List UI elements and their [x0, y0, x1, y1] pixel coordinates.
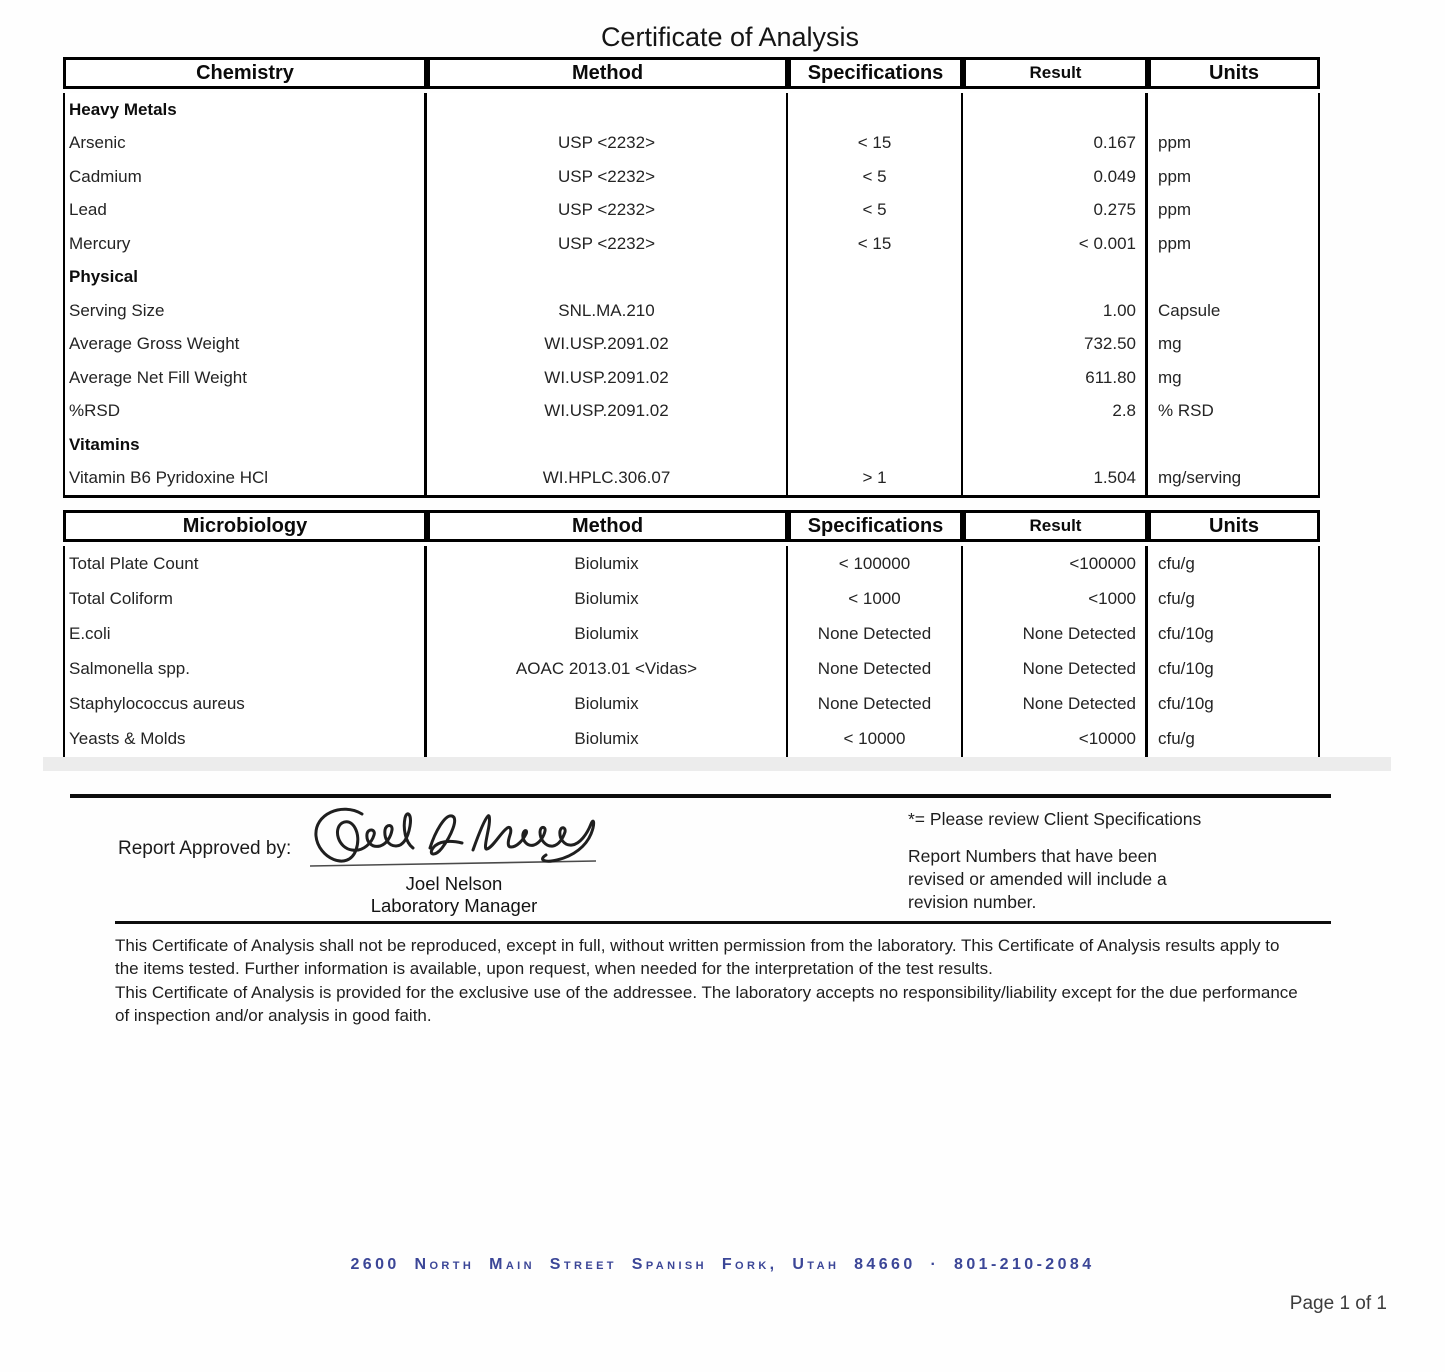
chemistry-header-row: [63, 57, 1320, 89]
empty-cell: [788, 93, 963, 127]
table-row-rsd: [65, 395, 1318, 429]
header-method: Method: [427, 510, 788, 542]
section-row-vitamins: [65, 428, 1318, 462]
cell-result: 0.275: [963, 194, 1148, 228]
empty-cell: [963, 261, 1148, 295]
cell-method: Biolumix: [427, 722, 788, 757]
table-row-staphylococcus-aureus: [65, 687, 1318, 722]
disclaimer-paragraph-2: This Certificate of Analysis is provided for the exclusive use of the addressee. The laboratory accepts no responsibility/liability except for the due performance of inspection and/or analysis in good faith.: [115, 982, 1298, 1026]
horizontal-rule-bottom: [115, 921, 1331, 924]
cell-units: cfu/g: [1158, 553, 1195, 573]
page-title: Certificate of Analysis: [600, 22, 860, 52]
cell-spec: None Detected: [788, 687, 963, 722]
cell-result: 732.50: [963, 328, 1148, 362]
cell-method: SNL.MA.210: [427, 294, 788, 328]
header-result: Result: [963, 57, 1148, 89]
cell-method: WI.HPLC.306.07: [427, 462, 788, 496]
cell-method: Biolumix: [427, 546, 788, 581]
cell-method: USP <2232>: [427, 227, 788, 261]
cell-units: ppm: [1158, 166, 1192, 186]
cell-name: %RSD: [65, 395, 427, 429]
empty-cell: [427, 261, 788, 295]
chemistry-table: [63, 57, 1320, 498]
signer-block: [318, 873, 590, 917]
cell-units: cfu/10g: [1158, 623, 1214, 643]
header-units: Units: [1148, 57, 1320, 89]
cell-method: Biolumix: [427, 687, 788, 722]
table-row-arsenic: [65, 127, 1318, 161]
divider-band: [43, 757, 1391, 771]
cell-name: Total Plate Count: [65, 546, 427, 581]
cell-name: Serving Size: [65, 294, 427, 328]
cell-method: USP <2232>: [427, 127, 788, 161]
table-row-cadmium: [65, 160, 1318, 194]
cell-units: mg: [1158, 367, 1182, 387]
cell-spec: [788, 294, 963, 328]
table-row-e-coli: [65, 616, 1318, 651]
table-row-yeasts-molds: [65, 722, 1318, 757]
cell-name: Total Coliform: [65, 581, 427, 616]
cell-name: Mercury: [65, 227, 427, 261]
cell-spec: < 1000: [788, 581, 963, 616]
empty-cell: [427, 428, 788, 462]
cell-result: 0.049: [963, 160, 1148, 194]
cell-spec: < 15: [788, 127, 963, 161]
cell-method: Biolumix: [427, 581, 788, 616]
microbiology-body: [63, 546, 1320, 760]
cell-spec: > 1: [788, 462, 963, 496]
cell-method: WI.USP.2091.02: [427, 361, 788, 395]
chemistry-body: [63, 93, 1320, 498]
cell-method: Biolumix: [427, 616, 788, 651]
cell-method: WI.USP.2091.02: [427, 395, 788, 429]
client-spec-note: *= Please review Client Specifications: [908, 809, 1202, 829]
cell-spec: None Detected: [788, 616, 963, 651]
cell-name: Lead: [65, 194, 427, 228]
cell-name: Average Net Fill Weight: [65, 361, 427, 395]
cell-units: cfu/10g: [1158, 659, 1214, 679]
report-approved-label: Report Approved by:: [118, 838, 292, 859]
cell-name: Cadmium: [65, 160, 427, 194]
cell-result: 2.8: [963, 395, 1148, 429]
cell-units: mg: [1158, 334, 1182, 354]
header-specifications: Specifications: [788, 510, 963, 542]
cell-name: Vitamin B6 Pyridoxine HCl: [65, 462, 427, 496]
signer-title: Laboratory Manager: [370, 895, 538, 916]
cell-method: USP <2232>: [427, 194, 788, 228]
cell-result: <10000: [963, 722, 1148, 757]
cell-name: Yeasts & Molds: [65, 722, 427, 757]
table-row-salmonella-spp: [65, 652, 1318, 687]
cell-method: USP <2232>: [427, 160, 788, 194]
cell-spec: < 100000: [788, 546, 963, 581]
cell-result: 1.504: [963, 462, 1148, 496]
cell-units: cfu/g: [1158, 729, 1195, 749]
table-row-lead: [65, 194, 1318, 228]
cell-spec: < 5: [788, 160, 963, 194]
cell-units: % RSD: [1158, 401, 1214, 421]
cell-method: WI.USP.2091.02: [427, 328, 788, 362]
horizontal-rule-top: [70, 794, 1331, 798]
header-units: Units: [1148, 510, 1320, 542]
cell-spec: None Detected: [788, 652, 963, 687]
empty-cell: [963, 93, 1148, 127]
section-label: Heavy Metals: [65, 93, 427, 127]
empty-cell: [963, 428, 1148, 462]
header-microbiology: Microbiology: [63, 510, 427, 542]
cell-result: < 0.001: [963, 227, 1148, 261]
cell-result: 611.80: [963, 361, 1148, 395]
cell-result: <100000: [963, 546, 1148, 581]
cell-units: ppm: [1158, 200, 1192, 220]
disclaimer-paragraph-1: This Certificate of Analysis shall not be reproduced, except in full, without written permission from the laboratory. This Certificate of Analysis results apply to the items tested. Further information is available, upon request, when needed for the interpretation of the test results.: [115, 936, 1280, 979]
empty-cell: [788, 428, 963, 462]
cell-name: Salmonella spp.: [65, 652, 427, 687]
lab-address: 2600 North Main Street Spanish Fork, Utah 84660 · 801-210-2084: [350, 1256, 1095, 1273]
cell-spec: [788, 328, 963, 362]
empty-cell: [1148, 261, 1318, 295]
microbiology-header-row: [63, 510, 1320, 542]
cell-units: cfu/g: [1158, 588, 1195, 608]
section-row-heavy-metals: [65, 93, 1318, 127]
cell-name: Average Gross Weight: [65, 328, 427, 362]
header-specifications: Specifications: [788, 57, 963, 89]
header-chemistry: Chemistry: [63, 57, 427, 89]
cell-spec: < 10000: [788, 722, 963, 757]
cell-name: Arsenic: [65, 127, 427, 161]
cell-result: 0.167: [963, 127, 1148, 161]
cell-spec: [788, 395, 963, 429]
table-row-mercury: [65, 227, 1318, 261]
revision-note: Report Numbers that have been revised or amended will include a revision number.: [908, 846, 1167, 912]
table-row-vitamin-b6-pyridoxine-hcl: [65, 462, 1318, 496]
table-row-average-gross-weight: [65, 328, 1318, 362]
cell-units: ppm: [1158, 233, 1192, 253]
cell-units: ppm: [1158, 133, 1192, 153]
table-row-total-coliform: [65, 581, 1318, 616]
signer-name: Joel Nelson: [405, 873, 503, 894]
section-label: Physical: [65, 261, 427, 295]
cell-units: cfu/10g: [1158, 694, 1214, 714]
header-result: Result: [963, 510, 1148, 542]
cell-result: None Detected: [963, 652, 1148, 687]
cell-spec: [788, 361, 963, 395]
header-method: Method: [427, 57, 788, 89]
cell-result: None Detected: [963, 616, 1148, 651]
signature-joel-nelson: [300, 802, 610, 882]
page-number: Page 1 of 1: [1289, 1293, 1387, 1314]
table-row-serving-size: [65, 294, 1318, 328]
table-row-total-plate-count: [65, 546, 1318, 581]
cell-name: Staphylococcus aureus: [65, 687, 427, 722]
empty-cell: [1148, 93, 1318, 127]
section-row-physical: [65, 261, 1318, 295]
disclaimer-block: [115, 934, 1307, 1028]
cell-units: Capsule: [1158, 300, 1221, 320]
empty-cell: [427, 93, 788, 127]
cell-result: 1.00: [963, 294, 1148, 328]
cell-result: <1000: [963, 581, 1148, 616]
microbiology-table: [63, 510, 1320, 760]
empty-cell: [1148, 428, 1318, 462]
cell-method: AOAC 2013.01 <Vidas>: [427, 652, 788, 687]
table-row-average-net-fill-weight: [65, 361, 1318, 395]
section-label: Vitamins: [65, 428, 427, 462]
cell-spec: < 15: [788, 227, 963, 261]
cell-name: E.coli: [65, 616, 427, 651]
cell-units: mg/serving: [1158, 468, 1242, 488]
cell-spec: < 5: [788, 194, 963, 228]
cell-result: None Detected: [963, 687, 1148, 722]
empty-cell: [788, 261, 963, 295]
